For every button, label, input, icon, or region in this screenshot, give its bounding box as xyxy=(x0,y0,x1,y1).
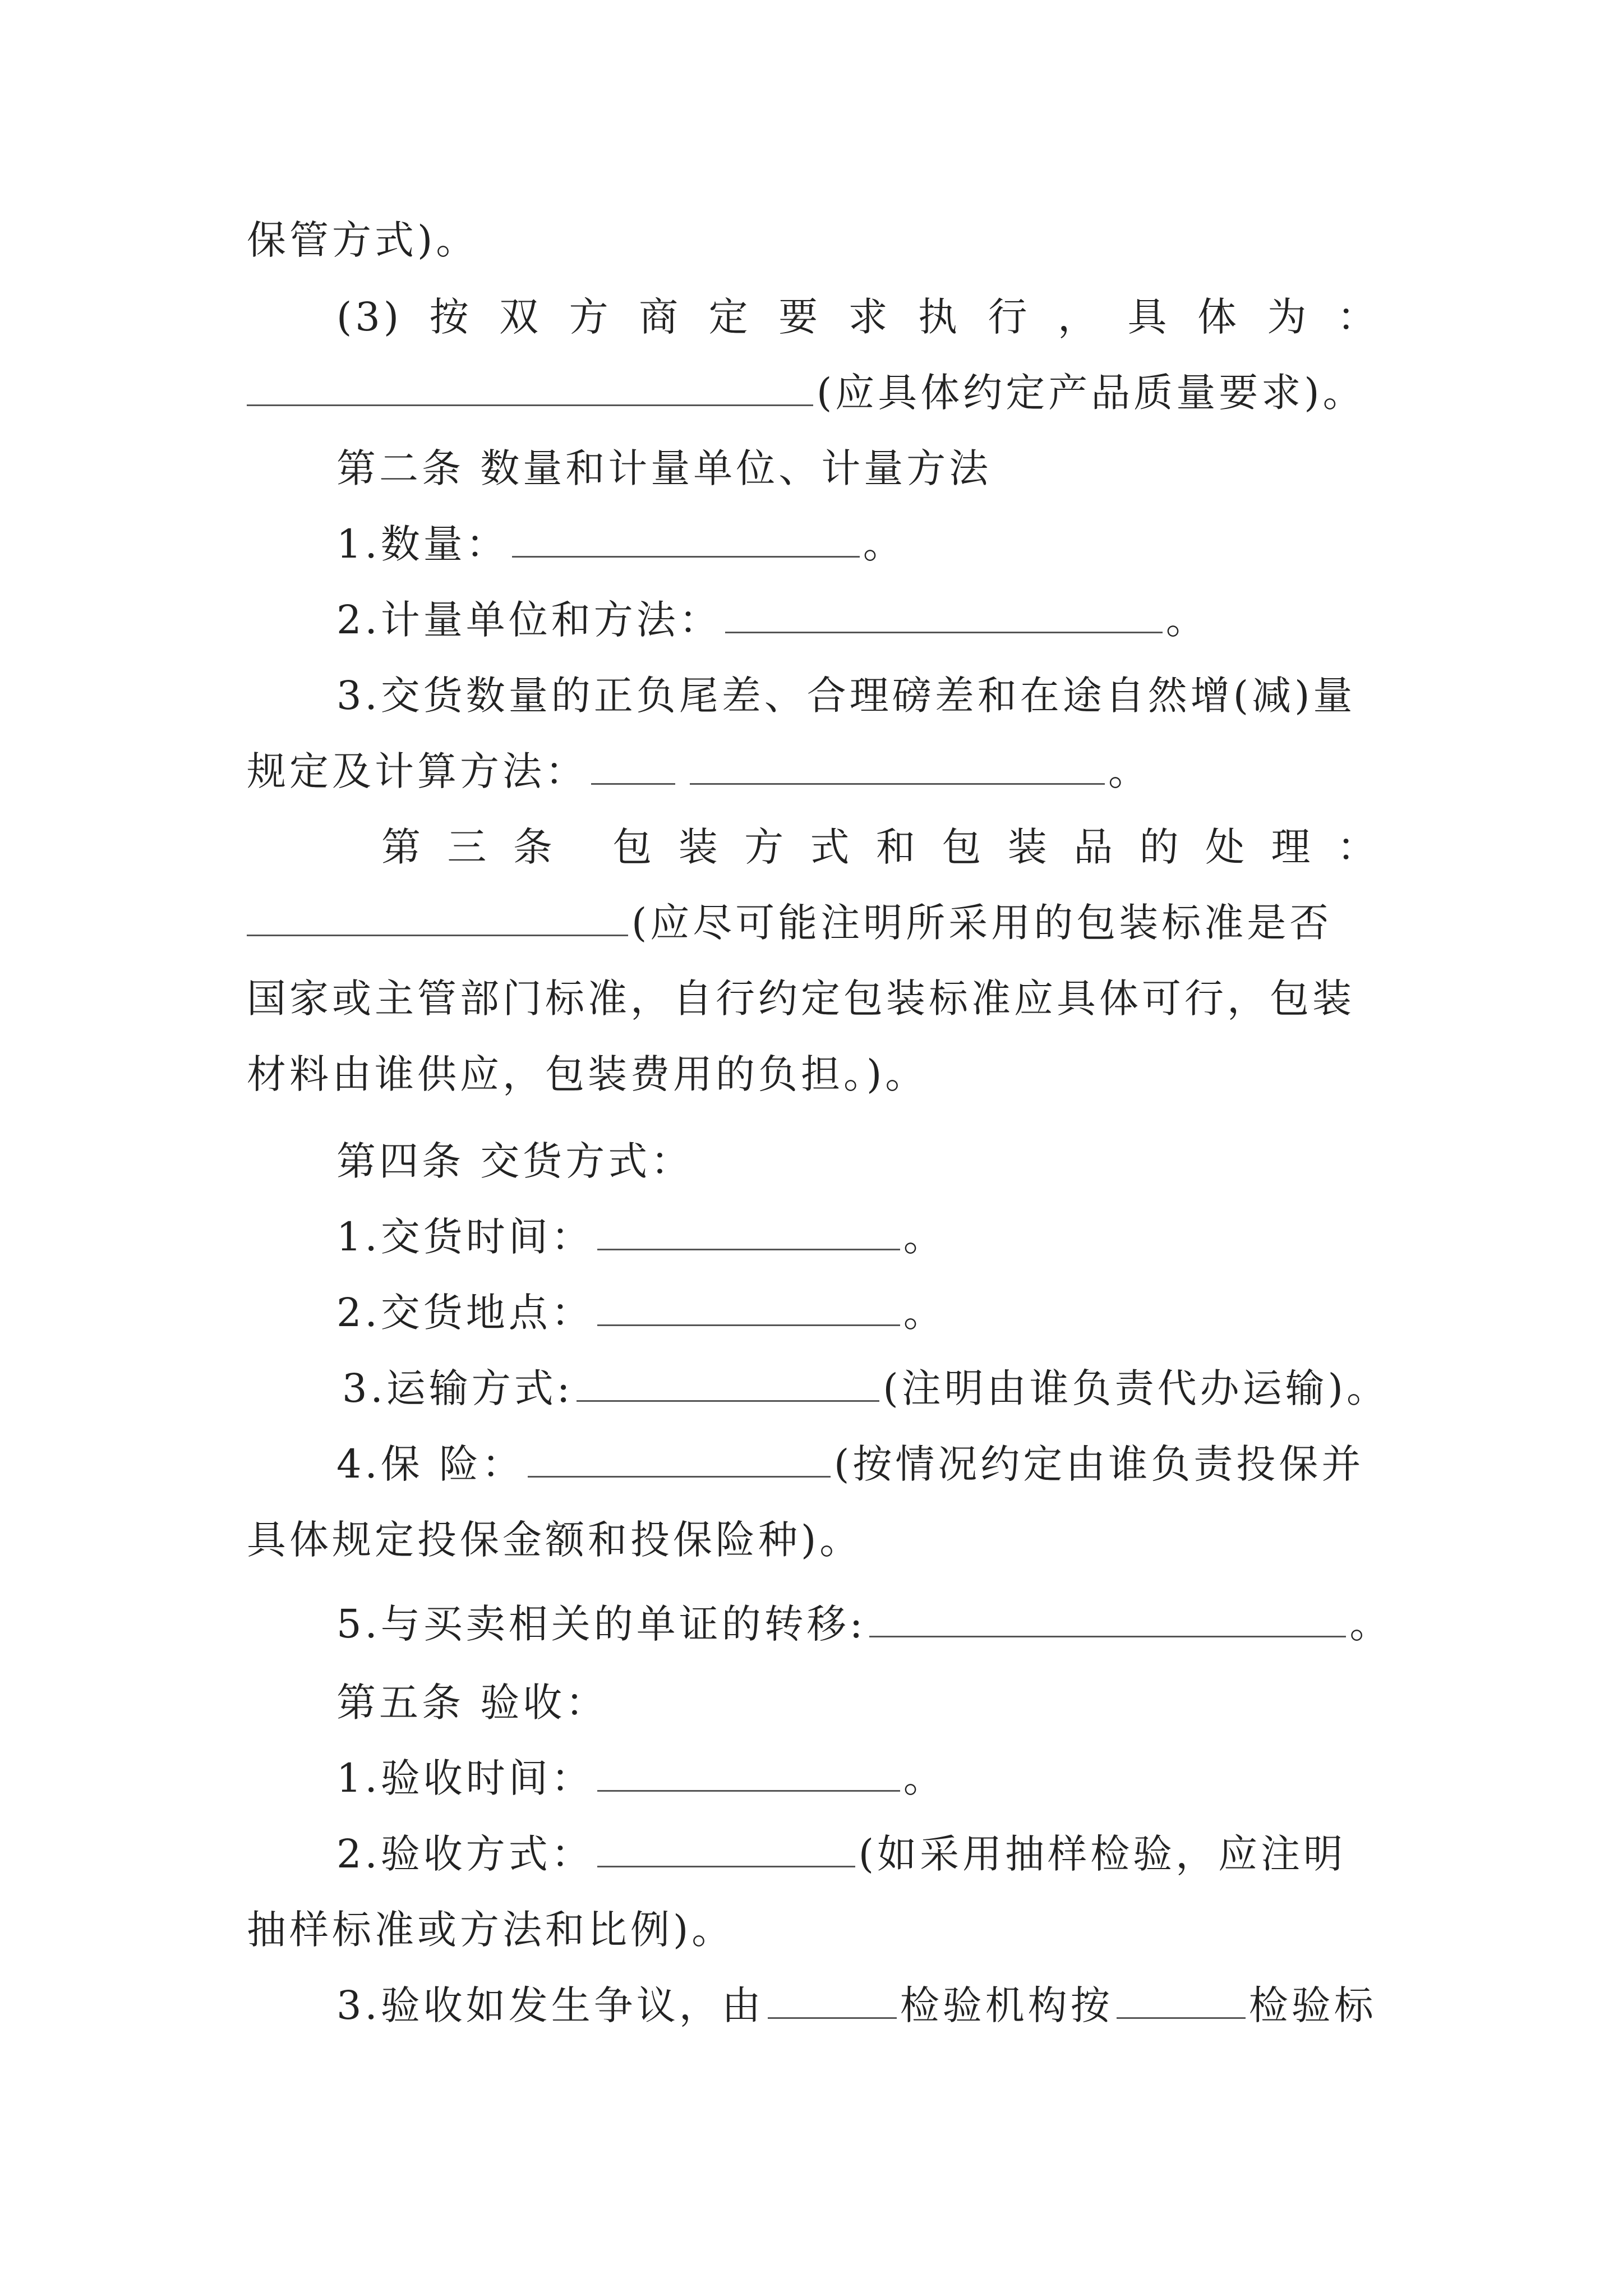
text-char: 包 xyxy=(612,824,656,870)
text-char: (3) xyxy=(336,294,403,340)
text-line-delivery-time xyxy=(336,1209,946,1265)
text-char: 的 xyxy=(1139,824,1182,870)
text-char: 条 xyxy=(513,824,556,870)
text-char: 求 xyxy=(848,294,891,340)
text-char: 装 xyxy=(1007,824,1050,870)
fill-in-blank[interactable] xyxy=(247,900,628,936)
article-2-heading: 第二条 数量和计量单位、计量方法 xyxy=(336,445,992,491)
text-line-tolerance: 3.交货数量的正负尾差、合理磅差和在途自然增(减)量 xyxy=(336,673,1356,719)
text-line-quality-requirement xyxy=(247,365,1366,421)
fill-in-blank[interactable] xyxy=(577,1365,879,1402)
text-char: 第 xyxy=(381,824,424,870)
text-char: ， xyxy=(1058,294,1100,340)
text-char: 要 xyxy=(778,294,822,340)
text-line-insurance xyxy=(336,1436,1364,1492)
text-char: 装 xyxy=(678,824,721,870)
text-span: 。 xyxy=(863,521,906,567)
text-line-storage-method: 保管方式)。 xyxy=(247,217,479,263)
text-line-quantity xyxy=(336,516,906,572)
text-span: 2.验收方式： xyxy=(336,1831,594,1877)
text-line-calculation xyxy=(247,743,1151,799)
text-line-dispute xyxy=(336,1977,1377,2033)
text-char: 包 xyxy=(942,824,985,870)
text-char: 为 xyxy=(1267,294,1310,340)
text-line-sampling: 抽样标准或方法和比例)。 xyxy=(247,1907,735,1953)
text-line-documents xyxy=(336,1596,1392,1652)
text-char: 和 xyxy=(875,824,919,870)
text-span: 2.交货地点： xyxy=(336,1290,594,1336)
text-line-packaging-national: 国家或主管部门标准，自行约定包装标准应具体可行，包装 xyxy=(247,976,1355,1022)
text-line-acceptance-method xyxy=(336,1826,1346,1882)
text-char: 三 xyxy=(447,824,490,870)
fill-in-blank[interactable] xyxy=(528,1441,831,1478)
text-span: (按情况约定由谁负责投保并 xyxy=(834,1441,1364,1487)
fill-in-blank[interactable] xyxy=(591,748,675,785)
fill-in-blank[interactable] xyxy=(597,1755,900,1792)
text-char: 方 xyxy=(569,294,612,340)
text-span: 1.验收时间： xyxy=(336,1755,594,1801)
text-span: 。 xyxy=(903,1214,946,1260)
text-char: 定 xyxy=(708,294,751,340)
article-5-heading: 第五条 验收： xyxy=(336,1680,608,1726)
fill-in-blank[interactable] xyxy=(725,597,1163,633)
text-span: 规定及计算方法： xyxy=(247,748,588,794)
text-span: (应具体约定产品质量要求)。 xyxy=(817,370,1366,416)
text-span: 。 xyxy=(1108,748,1151,794)
text-char: 体 xyxy=(1197,294,1240,340)
fill-in-blank[interactable] xyxy=(597,1214,900,1250)
fill-in-blank[interactable] xyxy=(597,1831,855,1867)
text-line-packaging-material: 材料由谁供应，包装费用的负担。)。 xyxy=(247,1051,928,1097)
text-span: (应尽可能注明所采用的包装标准是否 xyxy=(631,900,1332,946)
text-span: 4.保 险： xyxy=(336,1441,525,1487)
fill-in-blank[interactable] xyxy=(869,1601,1346,1637)
text-span: 1.数量： xyxy=(336,521,509,567)
text-char: 行 xyxy=(988,294,1031,340)
text-char: 处 xyxy=(1205,824,1248,870)
text-span: 。 xyxy=(903,1290,946,1336)
text-char: 按 xyxy=(429,294,472,340)
fill-in-blank[interactable] xyxy=(1117,1982,1246,2019)
fill-in-blank[interactable] xyxy=(597,1290,900,1326)
text-line-insurance-detail: 具体规定投保金额和投保险种)。 xyxy=(247,1517,863,1563)
text-span: (注明由谁负责代办运输)。 xyxy=(883,1365,1389,1411)
text-span: 5.与买卖相关的单证的转移: xyxy=(336,1601,866,1647)
text-line-acceptance-time xyxy=(336,1750,946,1806)
text-line-transport xyxy=(342,1360,1389,1416)
text-span: 检验标 xyxy=(1248,1982,1377,2028)
text-span: 。 xyxy=(903,1755,946,1801)
text-line-packaging-standard xyxy=(247,895,1332,951)
article-3-heading xyxy=(381,819,1380,875)
text-char: 商 xyxy=(639,294,682,340)
text-span: 3.验收如发生争议，由 xyxy=(336,1982,764,2028)
text-char: ： xyxy=(1336,294,1380,340)
text-char: 品 xyxy=(1073,824,1117,870)
text-span: 。 xyxy=(1349,1601,1393,1647)
text-span: (如采用抽样检验，应注明 xyxy=(858,1831,1347,1877)
article-4-heading: 第四条 交货方式： xyxy=(336,1138,694,1184)
text-span: 。 xyxy=(1165,597,1209,643)
text-line-unit-method xyxy=(336,592,1209,648)
text-span: 2.计量单位和方法： xyxy=(336,597,722,643)
text-span: 检验机构按 xyxy=(900,1982,1113,2028)
fill-in-blank[interactable] xyxy=(512,521,860,558)
text-span: 1.交货时间： xyxy=(336,1214,594,1260)
text-char: 执 xyxy=(918,294,961,340)
text-char: 具 xyxy=(1127,294,1170,340)
fill-in-blank[interactable] xyxy=(247,370,813,406)
text-line-delivery-place xyxy=(336,1285,946,1341)
text-char: 式 xyxy=(810,824,853,870)
text-char: 理 xyxy=(1271,824,1314,870)
text-line-quality-item-3 xyxy=(336,289,1380,345)
text-char: ： xyxy=(1336,824,1380,870)
fill-in-blank[interactable] xyxy=(690,748,1105,785)
text-span: 3.运输方式: xyxy=(342,1365,574,1411)
text-char: 方 xyxy=(744,824,787,870)
text-char: 双 xyxy=(499,294,542,340)
fill-in-blank[interactable] xyxy=(768,1982,897,2019)
